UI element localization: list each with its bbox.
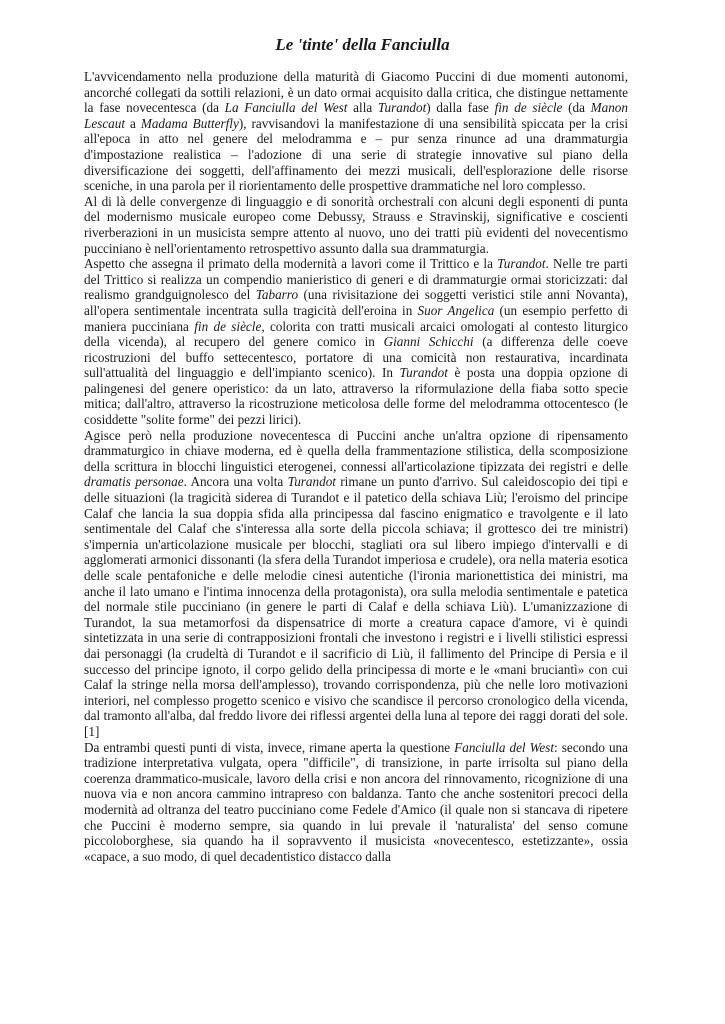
- body-paragraph: [84, 69, 628, 194]
- paragraph-text: Aspetto che assegna il primato della modernità a lavori come il Trittico e la: [84, 256, 498, 272]
- italic-title-text: dramatis personae: [84, 474, 184, 490]
- italic-title-text: Tabarro: [255, 287, 299, 303]
- paragraph-text: . Nelle tre parti del Trittico si realizza un compendio manieristico di generi e di drammaturgie ormai storicizzati: dal realismo grandguignolesco del: [84, 256, 628, 303]
- italic-title-text: fin de siècle: [494, 100, 563, 116]
- paragraph-text: ) dalla fase: [426, 100, 495, 116]
- body-paragraph: [84, 194, 628, 256]
- paragraph-text: ), ravvisandovi la manifestazione di una sensibilità spiccata per la crisi all'epoca in atto nel genere del melodramma e – pur senza rinunce ad una drammaturgia d'impostazione realistica – l'adozione di una serie di strategie innovative sul piano della diversificazione dei soggetti, dell'affinamento dei mezzi musicali, dell'esplorazione delle risorse sceniche, in una parola per il riorientamento delle prospettive drammatiche nel loro complesso.: [84, 115, 628, 194]
- paragraph-text: . Ancora una volta: [183, 474, 288, 490]
- italic-title-text: Madama Butterfly: [140, 115, 239, 131]
- body-paragraph: [84, 256, 628, 428]
- italic-title-text: Suor Angelica: [417, 302, 495, 318]
- paragraph-text: , colorita con tratti musicali arcaici omologati al contesto liturgico della vicenda), al recupero del genere comico in: [84, 318, 629, 350]
- document-title: Le 'tinte' della Fanciulla: [275, 35, 450, 54]
- italic-title-text: Manon Lescaut: [84, 100, 628, 131]
- paragraph-text: Al di là delle convergenze di linguaggio e di sonorità orchestrali con alcuni degli esponenti di punta del modernismo musicale europeo come Debussy, Strauss e Stravinskij, significative e coscienti riverberazioni in un musicista sempre attento al nuovo, uno dei tratti più evidenti del novecentismo pucciniano è nell'orientamento retrospettivo assunto dalla sua drammaturgia.: [84, 193, 628, 256]
- italic-title-text: Turandot: [377, 100, 427, 116]
- italic-title-text: Turandot: [399, 365, 448, 381]
- body-paragraph: [84, 740, 628, 865]
- document-body: [84, 69, 628, 864]
- paragraph-text: Da entrambi questi punti di vista, invece, rimane aperta la questione: [84, 739, 455, 755]
- paragraph-text: alla: [347, 100, 378, 116]
- italic-title-text: Turandot: [497, 256, 546, 272]
- paragraph-text: è posta una doppia opzione di palingenesi del genere operistico: da un lato, attraverso la riformulazione della fiaba sotto specie mitica; dall'altro, attraverso la ricostruzione meticolosa delle forme del melodramma ottocentesco (le cosiddette "solite forme" dei pezzi lirici).: [84, 365, 628, 428]
- italic-title-text: Fanciulla del West: [454, 739, 555, 755]
- paragraph-text: Agisce però nella produzione novecentesca di Puccini anche un'altra opzione di ripensamento drammaturgico in chiave moderna, ed è quella della frammentazione stilistica, della scomposizione della scrittura in blocchi linguistici eterogenei, connessi all'articolazione tipizzata dei registri e delle: [84, 427, 628, 474]
- paragraph-text: : secondo una tradizione interpretativa vulgata, opera "difficile", di transizione, in parte irrisolta sul piano della coerenza drammatico-musicale, lavoro della crisi e non ancora del rinnovamento, ricognizione di una nuova via e non ancora cammino intrapreso con baldanza. Tanto che anche sostenitori precoci della modernità ad oltranza del teatro pucciniano come Fedele d'Amico (il quale non si stancava di ripetere che Puccini è moderno sempre, sia quando in lui prevale il 'naturalista' del senso comune piccoloborghese, sia quando ha il sopravvento il musicista «novecentesco, estetizzante», ossia «capace, a suo modo, di quel decadentistico distacco dalla: [84, 739, 628, 864]
- paragraph-text: (una rivisitazione dei soggetti veristici stile anni Novanta), all'opera sentimentale incentrata sulla tragicità dell'eroina in: [84, 287, 629, 318]
- paragraph-text: rimane un punto d'arrivo. Sul caleidoscopio dei tipi e delle situazioni (la tragicità siderea di Turandot e il patetico della schiava Liù; l'eroismo del principe Calaf che lancia la sua doppia sfida alla principessa dal fascino enigmatico e travolgente e il lato sentimentale del Calaf che s'interessa alla sorte della piccola schiava; il grottesco dei tre ministri) s'impernia un'articolazione musicale per blocchi, stagliati ora sul libero impiego d'intervalli e di agglomerati armonici dissonanti (la sfera della Turandot imperiosa e crudele), ora nella materia esotica delle scale pentafoniche e delle melodie cinesi autentiche (l'ironia marionettistica dei ministri, ma anche il lato umano e l'intima innocenza della protagonista), ora sulla melodia sentimentale e patetica del normale stile pucciniano (in genere le parti di Calaf e della schiava Liù). L'umanizzazione di Turandot, la sua metamorfosi da dispensatrice di morte a creatura capace d'amore, vi è quindi sintetizzata in una serie di contrapposizioni frontali che investono i registri e i livelli stilistici espressi dai personaggi (la crudeltà di Turandot e il sacrificio di Liù, il fallimento del Principe di Persia e il successo del principe ignoto, il corpo gelido della principessa di morte e le «mani bruciantì» con cui Calaf la stringe nella morsa dell'amplesso), trovando corrispondenza, più che nelle loro motivazioni interiori, nel complesso progetto scenico e visivo che scandisce il percorso cronologico della vicenda, dal tramonto all'alba, dal freddo livore dei riflessi argentei della luna al tepore dei raggi dorati del sole.[1]: [84, 474, 628, 739]
- paragraph-text: (un esempio perfetto di maniera pucciniana: [84, 302, 628, 334]
- body-paragraph: [84, 428, 628, 740]
- paragraph-text: L'avvicendamento nella produzione della maturità di Giacomo Puccini di due momenti autonomi, ancorché collegati da sottili relazioni, è un dato ormai acquisito dalla critica, che distingue nettamente la fase novecentesca (da: [84, 69, 628, 116]
- italic-title-text: Turandot: [287, 474, 336, 490]
- paragraph-text: (a differenza delle coeve ricostruzioni del buffo settecentesco, portatore di una comicità non restaurativa, incardinata sull'attualità del linguaggio e dell'impianto scenico). In: [84, 334, 628, 381]
- paragraph-text: (da: [562, 100, 591, 116]
- paragraph-text: a: [125, 115, 141, 131]
- italic-title-text: Gianni Schicchi: [383, 334, 474, 350]
- italic-title-text: La Fanciulla del West: [224, 100, 348, 116]
- italic-title-text: fin de siècle: [194, 318, 262, 334]
